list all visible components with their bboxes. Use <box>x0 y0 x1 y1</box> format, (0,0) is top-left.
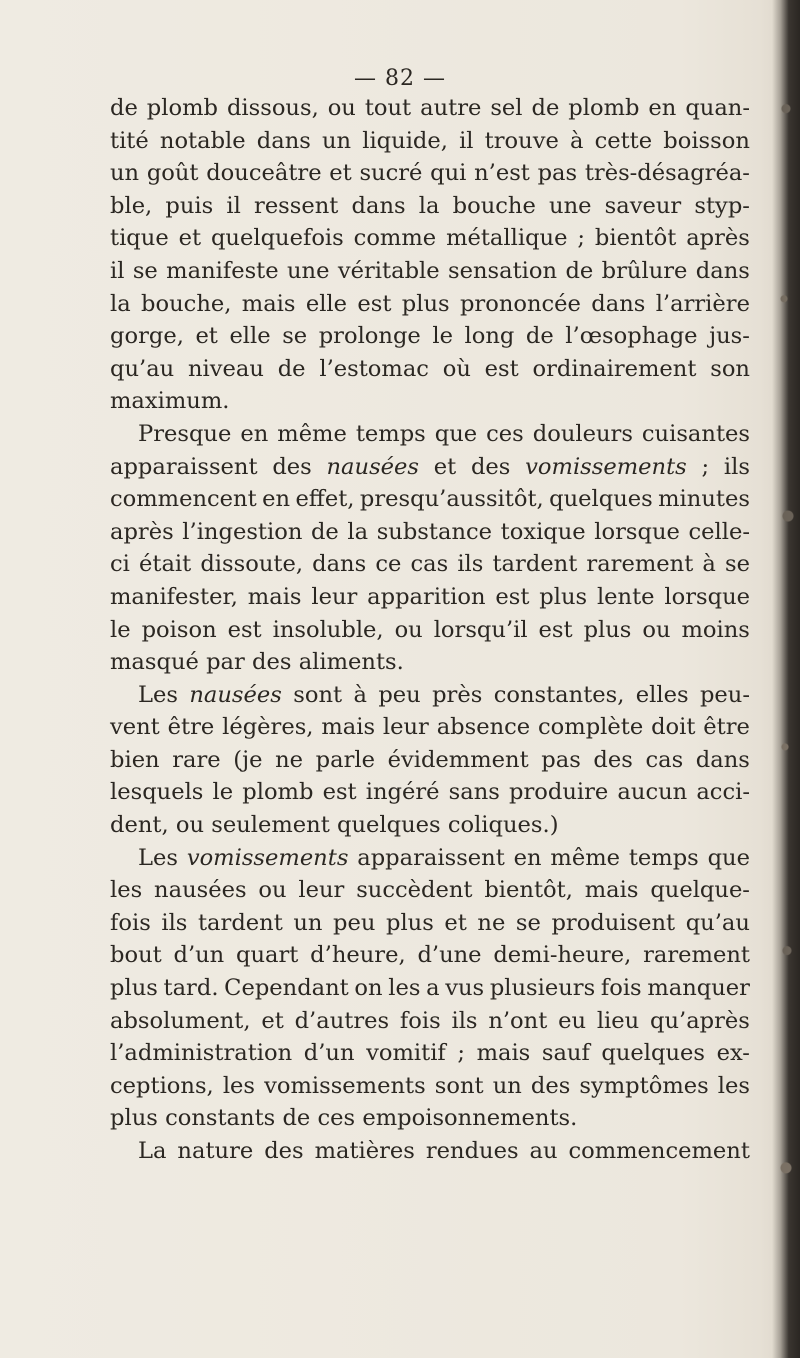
text-line: ble, puis il ressent dans la bouche une saveur styp- <box>110 192 750 219</box>
text-line: manifester, mais leur apparition est plus lente lorsque <box>110 583 750 610</box>
text-line: qu’au niveau de l’estomac où est ordinairement son <box>110 355 750 382</box>
text-line: gorge, et elle se prolonge le long de l’œsophage jus- <box>110 323 750 350</box>
text-line: ceptions, les vomissements sont un des symptômes les <box>110 1072 750 1099</box>
text-line: après l’ingestion de la substance toxique lorsque celle- <box>110 518 750 545</box>
text-line: apparaissent des nausées et des vomissements ; ils <box>110 453 750 480</box>
text-line: plus tard. Cependant on les a vus plusieurs fois manquer <box>110 975 750 1002</box>
text-line: maximum. <box>110 388 230 415</box>
text-line: fois ils tardent un peu plus et ne se produisent qu’au <box>110 909 750 936</box>
text-line: Les vomissements apparaissent en même temps que <box>138 844 750 871</box>
body-text <box>110 92 750 1168</box>
text-line: il se manifeste une véritable sensation de brûlure dans <box>110 257 750 284</box>
page-edge-stains <box>776 0 796 1358</box>
text-line: de plomb dissous, ou tout autre sel de plomb en quan- <box>110 95 750 121</box>
text-line: Presque en même temps que ces douleurs cuisantes <box>138 420 750 447</box>
text-line: tique et quelquefois comme métallique ; bientôt après <box>110 225 750 252</box>
text-line: masqué par des aliments. <box>110 649 404 676</box>
text-line: commencent en effet, presqu’aussitôt, quelques minutes <box>110 486 750 513</box>
text-line: bien rare (je ne parle évidemment pas des cas dans <box>110 746 750 773</box>
text-line: vent être légères, mais leur absence complète doit être <box>110 714 750 741</box>
text-line: bout d’un quart d’heure, d’une demi-heure, rarement <box>110 942 750 969</box>
text-line: absolument, et d’autres fois ils n’ont eu lieu qu’après <box>110 1007 750 1034</box>
text-line: Les nausées sont à peu près constantes, elles peu- <box>138 681 750 708</box>
text-line: le poison est insoluble, ou lorsqu’il est plus ou moins <box>110 616 750 643</box>
text-line: dent, ou seulement quelques coliques.) <box>110 812 559 839</box>
text-line: plus constants de ces empoisonnements. <box>110 1105 578 1132</box>
text-line: les nausées ou leur succèdent bientôt, mais quelque- <box>110 877 750 904</box>
text-line: lesquels le plomb est ingéré sans produire aucun acci- <box>110 779 750 806</box>
text-line: La nature des matières rendues au commencement <box>138 1138 750 1164</box>
page-number: — 82 — <box>354 66 446 91</box>
text-line: la bouche, mais elle est plus prononcée dans l’arrière <box>110 290 750 317</box>
text-line: un goût douceâtre et sucré qui n’est pas très-désagréa- <box>110 160 750 187</box>
text-line: l’administration d’un vomitif ; mais sauf quelques ex- <box>110 1040 750 1067</box>
text-line: tité notable dans un liquide, il trouve à cette boisson <box>110 127 750 154</box>
text-line: ci était dissoute, dans ce cas ils tardent rarement à se <box>110 551 750 578</box>
